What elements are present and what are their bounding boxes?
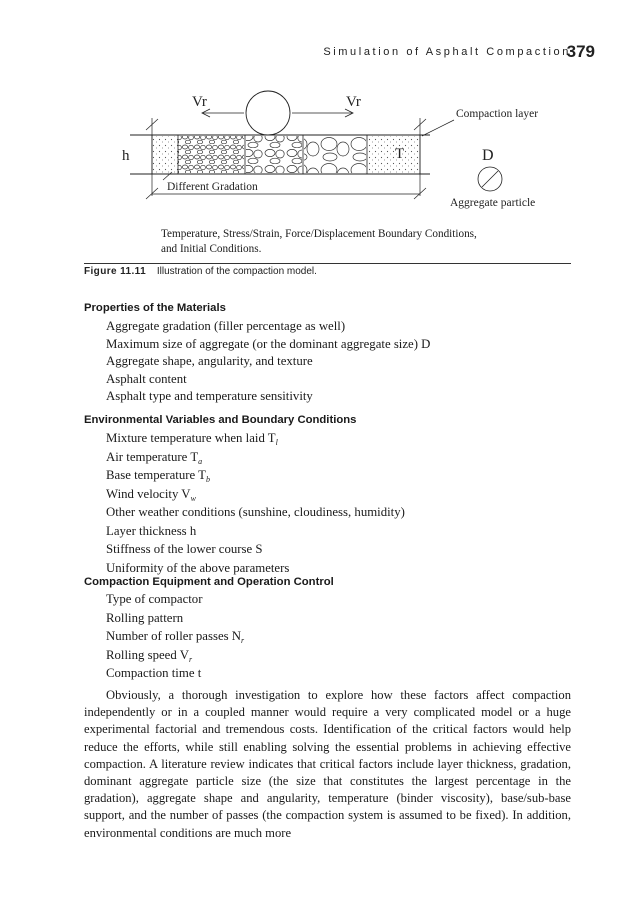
- layer-segment-fine-left: [152, 136, 178, 173]
- list-item: Asphalt type and temperature sensitivity: [106, 389, 313, 403]
- list-item: Maximum size of aggregate (or the dominant aggregate size) D: [106, 336, 431, 351]
- figure-label: Figure 11.11: [84, 266, 147, 277]
- page-number: 379: [566, 42, 595, 61]
- environment-heading: Environmental Variables and Boundary Conditions: [84, 414, 357, 426]
- list-item: Air temperature $T_a$: [106, 449, 203, 466]
- environment-list: [106, 430, 405, 578]
- compaction-model-figure: [110, 84, 550, 214]
- figure-note: Temperature, Stress/Strain, Force/Displacement Boundary Conditions, and Initial Conditions.: [161, 228, 477, 255]
- list-item: Rolling pattern: [106, 610, 184, 625]
- layer-segment-fine-right: [368, 136, 420, 173]
- vr-left-label: Vr: [192, 94, 207, 110]
- vr-right-label: Vr: [346, 94, 361, 110]
- materials-heading: Properties of the Materials: [84, 302, 226, 314]
- thickness-h-label: h: [122, 148, 130, 164]
- body-paragraph: Obviously, a thorough investigation to explore how these factors affect compaction independently or in a coupled manner would require a very complicated model or a huge experimental factorial and tremendous costs. Identification of the critical factors would help reduce the efforts, while still enabling solving the essential problems in achieving effective compaction. A literature review indicates that critical factors include layer thickness, gradation, dominant aggregate particle size (the size that constitutes the largest percentage in the gradation), aggregate shape and angularity, temperature (binder viscosity), base/sub-base support, and the number of passes (the compaction system is assumed to be fixed). In addition, environmental conditions are much more: [84, 688, 571, 840]
- list-item: Asphalt content: [106, 371, 187, 386]
- caption-rule: [84, 263, 571, 264]
- layer-segment-medium: [246, 136, 302, 173]
- list-item: Other weather conditions (sunshine, cloudiness, humidity): [106, 505, 405, 519]
- layer-segment-coarse: [178, 136, 244, 173]
- compaction-layer-leader: [422, 120, 454, 136]
- figure-caption: [84, 266, 317, 277]
- equipment-heading: Compaction Equipment and Operation Control: [84, 576, 334, 588]
- aggregate-particle-label: Aggregate particle: [450, 197, 536, 209]
- different-gradation-label: Different Gradation: [167, 181, 258, 193]
- aggregate-diameter-line: [482, 171, 498, 187]
- roller-circle: [246, 91, 290, 135]
- figure-caption-text: Illustration of the compaction model.: [156, 266, 317, 277]
- list-item: Type of compactor: [106, 592, 203, 606]
- list-item: Stiffness of the lower course S: [106, 542, 263, 556]
- gradation-leader: [163, 172, 172, 180]
- running-header: Simulation of Asphalt Compaction: [323, 46, 571, 58]
- list-item: Rolling speed $V_r$: [106, 647, 193, 664]
- velocity-arrows: [202, 109, 353, 117]
- list-item: Mixture temperature when laid $T_l$: [106, 431, 278, 447]
- list-item: Aggregate shape, angularity, and texture: [106, 354, 313, 368]
- list-item: Compaction time t: [106, 666, 202, 680]
- dominant-size-d-label: D: [482, 147, 494, 164]
- list-item: Base temperature $T_b$: [106, 468, 210, 484]
- temperature-t-label: T: [395, 146, 405, 162]
- list-item: Aggregate gradation (filler percentage as well): [106, 319, 346, 333]
- equipment-list: [106, 591, 244, 684]
- list-item: Layer thickness h: [106, 523, 197, 538]
- layer-segment-large: [304, 136, 366, 173]
- materials-list: [106, 318, 430, 406]
- list-item: Wind velocity $V_w$: [106, 486, 196, 503]
- compaction-layer-label: Compaction layer: [456, 108, 539, 120]
- list-item: Uniformity of the above parameters: [106, 560, 290, 575]
- list-item: Number of roller passes $N_r$: [106, 629, 245, 645]
